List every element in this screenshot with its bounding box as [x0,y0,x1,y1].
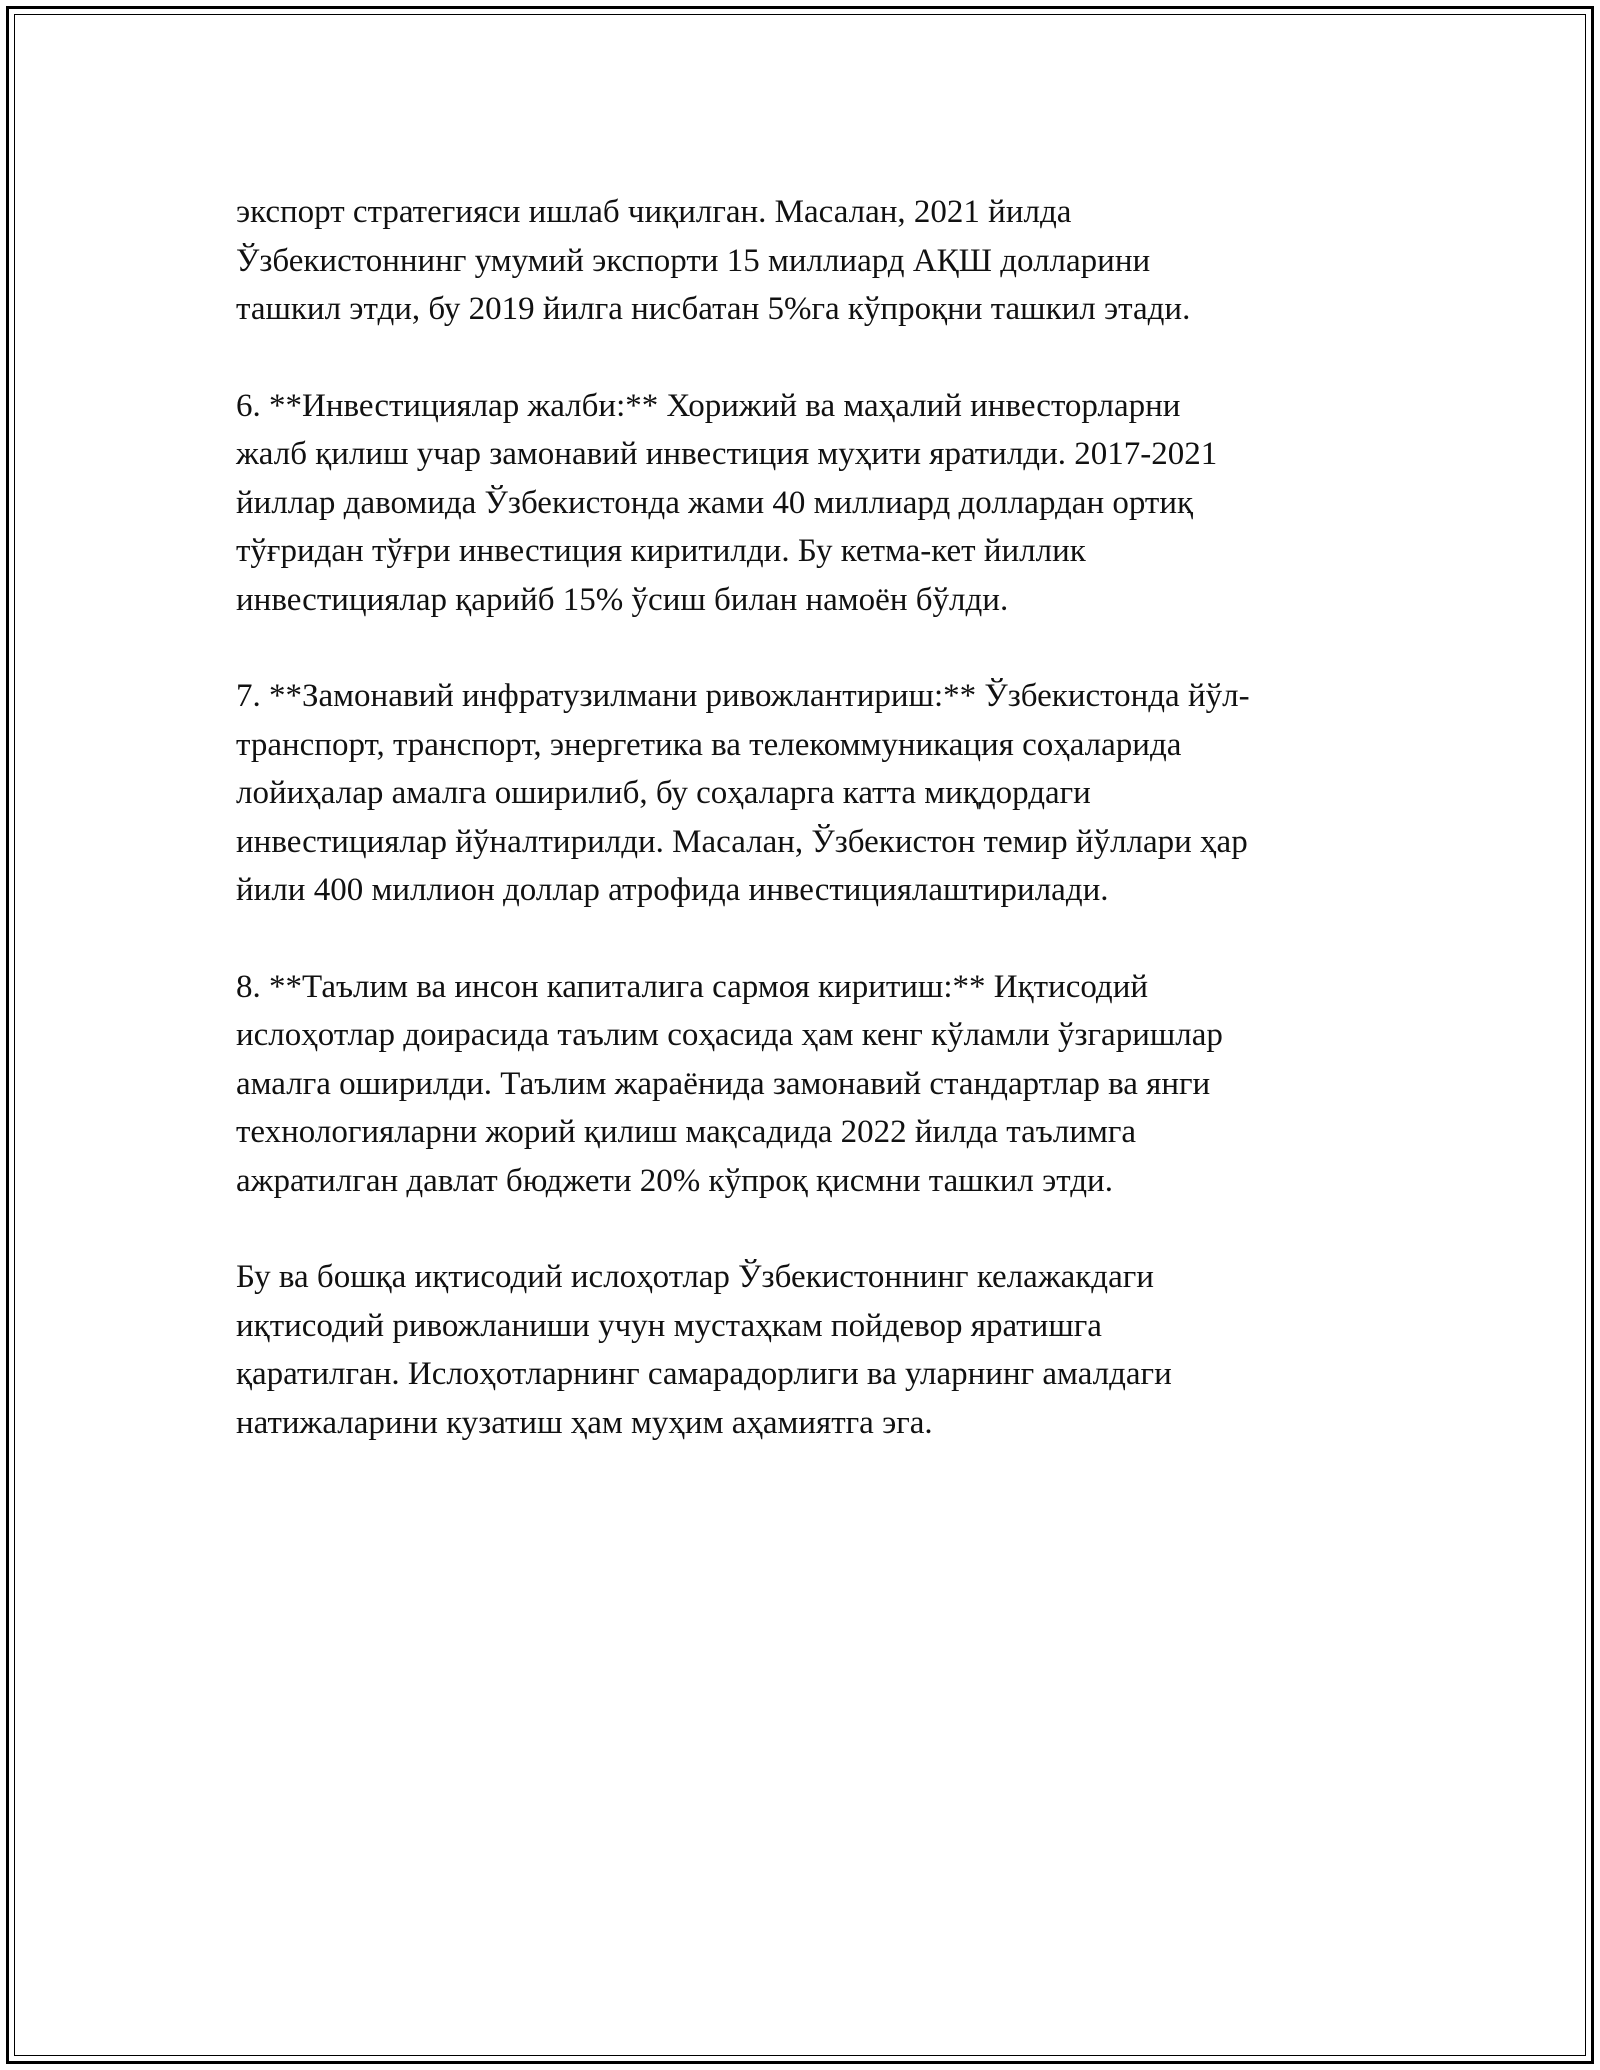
text-line: 8. **Таълим ва инсон капиталига сармоя киритиш:** Иқтисодий [236,968,1149,1005]
text-line: ажратилган давлат бюджети 20% кўпроқ қисмни ташкил этди. [236,1162,1113,1199]
text-line: Бу ва бошқа иқтисодий ислоҳотлар Ўзбекистоннинг келажакдаги [236,1259,1154,1295]
text-line: инвестициялар йўналтирилди. Масалан, Ўзбекистон темир йўллари ҳар [236,823,1248,860]
text-line: натижаларини кузатиш ҳам муҳим аҳамиятга эга. [236,1404,933,1441]
text-line: тўғридан тўғри инвестиция киритилди. Бу кетма-кет йиллик [236,533,1086,569]
text-line: инвестициялар қарийб 15% ўсиш билан намоён бўлди. [236,581,1009,618]
text-line: ислоҳотлар доирасида таълим соҳасида ҳам кенг кўламли ўзгаришлар [236,1017,1223,1053]
text-line: 7. **Замонавий инфратузилмани ривожлантириш:** Ўзбекистонда йўл- [236,678,1250,714]
text-line: иқтисодий ривожланиши учун мустаҳкам пойдевор яратишга [236,1307,1102,1344]
document-body [236,188,1396,1495]
paragraph-investment [236,382,1396,625]
paragraph-conclusion [236,1253,1396,1447]
text-line: қаратилган. Ислоҳотларнинг самарадорлиги ва уларнинг амалдаги [236,1356,1172,1392]
paragraph-infrastructure [236,672,1396,915]
text-line: лойиҳалар амалга оширилиб, бу соҳаларга катта миқдордаги [236,775,1091,811]
text-line: йили 400 миллион доллар атрофида инвестициялаштирилади. [236,872,1109,908]
paragraph-education [236,963,1396,1206]
text-line: амалга оширилди. Таълим жараёнида замонавий стандартлар ва янги [236,1065,1211,1102]
paragraph-export [236,188,1396,334]
text-line: Ўзбекистоннинг умумий экспорти 15 миллиард АҚШ долларини [236,242,1151,279]
text-line: жалб қилиш учар замонавий инвестиция муҳити яратилди. 2017-2021 [236,436,1218,472]
text-line: экспорт стратегияси ишлаб чиқилган. Масалан, 2021 йилда [236,194,1072,230]
text-line: йиллар давомида Ўзбекистонда жами 40 миллиард доллардан ортиқ [236,484,1194,521]
text-line: транспорт, транспорт, энергетика ва телекоммуникация соҳаларида [236,726,1182,763]
text-line: 6. **Инвестициялар жалби:** Хорижий ва маҳалий инвесторларни [236,387,1181,424]
text-line: технологияларни жорий қилиш мақсадида 2022 йилда таълимга [236,1114,1137,1150]
text-line: ташкил этди, бу 2019 йилга нисбатан 5%га кўпроқни ташкил этади. [236,291,1191,327]
